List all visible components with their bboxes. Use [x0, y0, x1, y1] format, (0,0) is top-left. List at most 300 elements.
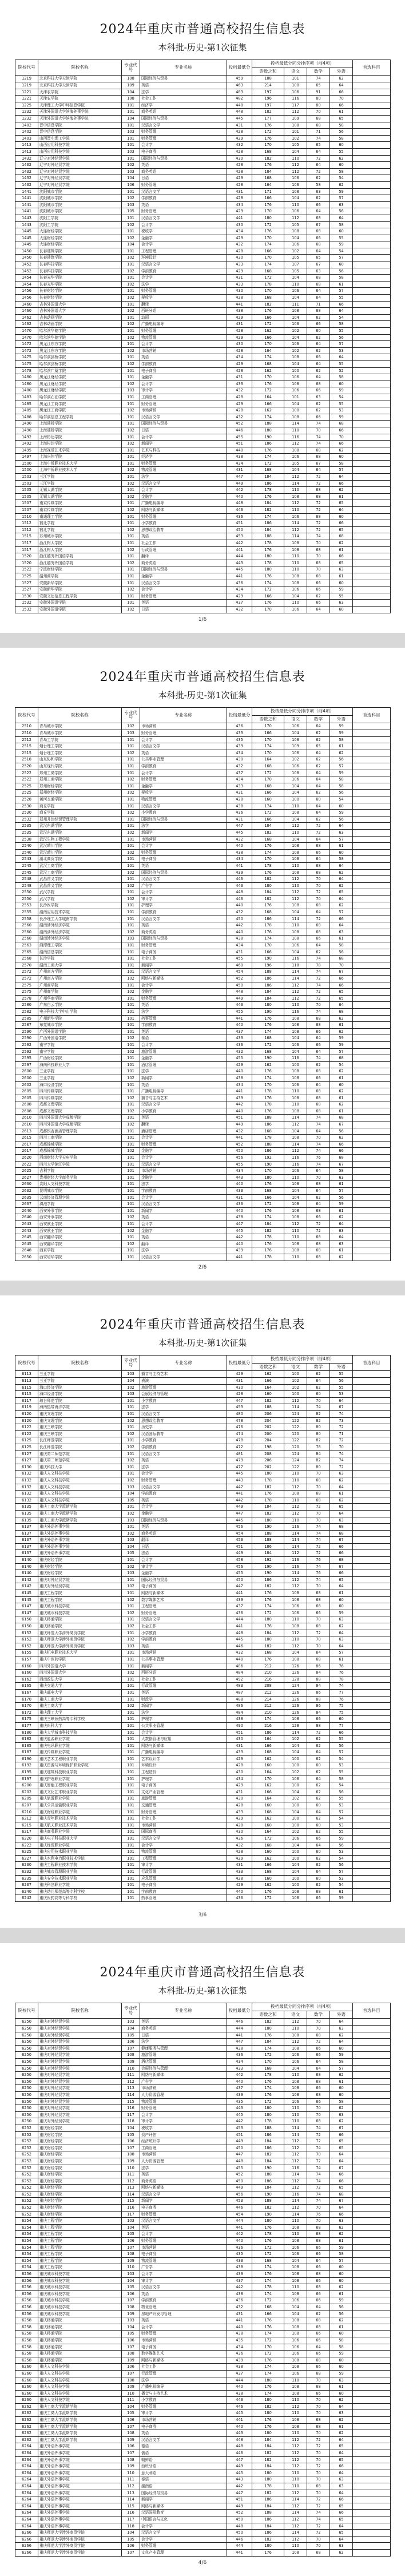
- cell-min-score: 455: [227, 2165, 252, 2171]
- table-row: [15, 1670, 391, 1677]
- cell-chinese: 126: [284, 1689, 307, 1696]
- cell-chinese-math: 170: [252, 750, 284, 756]
- table-row: [15, 2450, 391, 2457]
- cell-school-name: 重庆科技大学: [38, 1464, 122, 1471]
- cell-min-score: 436: [227, 2351, 252, 2357]
- cell-foreign: 60: [330, 513, 353, 520]
- cell-chinese: 110: [284, 1471, 307, 1477]
- cell-chinese: 114: [284, 1530, 307, 1537]
- cell-school-name: 成都锦城学院: [38, 1141, 122, 1148]
- cell-major-name: 学前教育: [140, 1491, 227, 1497]
- cell-major-code: 101: [122, 1081, 140, 1088]
- cell-foreign: 59: [330, 723, 353, 730]
- cell-chinese: 108: [284, 2384, 307, 2391]
- cell-school-name: 重庆理工大学: [38, 1709, 122, 1716]
- cell-school-name: 重庆财经学院: [38, 1570, 122, 1577]
- table-row: [15, 936, 391, 942]
- cell-chinese: 108: [284, 2224, 307, 2231]
- cell-chinese-math: 184: [252, 2443, 284, 2450]
- cell-school-code: 6200: [15, 1782, 38, 1789]
- cell-elective: [353, 1530, 391, 1537]
- cell-chinese: 110: [284, 2231, 307, 2238]
- table-row: [15, 2238, 391, 2245]
- cell-major-name: 会计学: [140, 1155, 227, 1162]
- cell-foreign: 56: [330, 1789, 353, 1796]
- cell-math: 68: [307, 1596, 330, 1603]
- cell-min-score: 431: [227, 275, 252, 282]
- cell-chinese: 108: [284, 1075, 307, 1081]
- table-row: [15, 843, 391, 850]
- cell-chinese: 102: [284, 328, 307, 335]
- cell-chinese: 108: [284, 1207, 307, 1214]
- table-row: [15, 1663, 391, 1670]
- cell-major-name: 审计学: [140, 1563, 227, 1570]
- cell-chinese: 106: [284, 2351, 307, 2357]
- table-row: [15, 2430, 391, 2437]
- cell-major-code: 107: [122, 2145, 140, 2151]
- cell-chinese: 106: [284, 1168, 307, 1175]
- cell-math: 74: [307, 1148, 330, 1155]
- cell-foreign: 71: [330, 1430, 353, 1437]
- cell-school-name: 长春财经学院: [38, 288, 122, 295]
- cell-school-code: 6254: [15, 2244, 38, 2251]
- cell-major-name: 国际经济与贸易: [140, 1517, 227, 1524]
- cell-major-name: 财务管理: [140, 593, 227, 600]
- cell-chinese: 112: [284, 1643, 307, 1650]
- cell-min-score: 429: [227, 401, 252, 407]
- cell-elective: [353, 2251, 391, 2258]
- cell-major-name: 思想政治教育: [140, 1417, 227, 1424]
- cell-school-code: 6258: [15, 2324, 38, 2331]
- cell-elective: [353, 2297, 391, 2304]
- cell-chinese: 112: [284, 441, 307, 447]
- table-row: [15, 836, 391, 843]
- cell-school-name: 重庆外语外事学院: [38, 2496, 122, 2503]
- cell-foreign: 61: [330, 1181, 353, 1188]
- cell-major-name: 会计学: [140, 487, 227, 494]
- cell-school-code: 1462: [15, 314, 38, 321]
- cell-chinese-math: 166: [252, 1862, 284, 1869]
- cell-elective: [353, 275, 391, 282]
- cell-chinese-math: 180: [252, 2111, 284, 2118]
- cell-school-code: 1462: [15, 321, 38, 328]
- cell-chinese: 106: [284, 723, 307, 730]
- cell-chinese: 108: [284, 1068, 307, 1075]
- cell-school-name: 长春光华学院: [38, 281, 122, 288]
- table-row: [15, 2331, 391, 2337]
- cell-major-name: 汉语言文学: [140, 2191, 227, 2198]
- cell-elective: [353, 1749, 391, 1756]
- cell-major-name: 物流管理: [140, 467, 227, 474]
- cell-chinese: 106: [284, 763, 307, 770]
- cell-chinese-math: 182: [252, 2536, 284, 2543]
- cell-chinese-math: 184: [252, 474, 284, 481]
- cell-chinese-math: 178: [252, 1254, 284, 1261]
- cell-school-code: 6160: [15, 1670, 38, 1677]
- cell-school-code: 2648: [15, 1247, 38, 1254]
- cell-major-name: 网络与新媒体: [140, 2185, 227, 2191]
- cell-chinese-math: 197: [252, 89, 284, 96]
- cell-math: 66: [307, 1214, 330, 1221]
- cell-major-code: 103: [122, 1643, 140, 1650]
- cell-elective: [353, 2218, 391, 2225]
- cell-major-code: 108: [122, 2377, 140, 2384]
- table-row: [15, 856, 391, 863]
- cell-min-score: 452: [227, 976, 252, 982]
- cell-major-name: 新闻学: [140, 829, 227, 836]
- cell-min-score: 451: [227, 1729, 252, 1736]
- cell-major-name: 会计学: [140, 982, 227, 989]
- cell-major-code: 101: [122, 1590, 140, 1597]
- cell-elective: [353, 116, 391, 122]
- cell-math: 74: [307, 1563, 330, 1570]
- cell-min-score: 479: [227, 1457, 252, 1464]
- cell-foreign: 75: [330, 1709, 353, 1716]
- cell-major-code: 102: [122, 1670, 140, 1677]
- cell-major-code: 115: [122, 2198, 140, 2205]
- page-subtitle: 本科批-历史-第1次征集: [158, 1338, 247, 1348]
- cell-school-name: 琼台师范学院: [38, 1397, 122, 1404]
- cell-major-code: 104: [122, 2224, 140, 2231]
- header-major-code: 专业代号: [122, 1356, 140, 1371]
- cell-math: 68: [307, 1095, 330, 1101]
- cell-foreign: 58: [330, 2251, 353, 2258]
- cell-math: 66: [307, 2331, 330, 2337]
- cell-min-score: 446: [227, 1643, 252, 1650]
- cell-chinese-math: 182: [252, 1484, 284, 1491]
- cell-chinese-math: 210: [252, 1709, 284, 1716]
- cell-elective: [353, 1048, 391, 1055]
- cell-foreign: 74: [330, 1411, 353, 1418]
- cell-math: 64: [307, 162, 330, 169]
- cell-min-score: 445: [227, 2410, 252, 2417]
- cell-major-name: 英语: [140, 922, 227, 929]
- cell-chinese: 104: [284, 195, 307, 202]
- cell-chinese: 106: [284, 776, 307, 783]
- cell-school-code: 2595: [15, 1055, 38, 1062]
- cell-major-code: 106: [122, 2543, 140, 2550]
- cell-school-name: 重庆外语外事学院: [38, 1543, 122, 1550]
- cell-school-code: 1403: [15, 135, 38, 142]
- cell-school-name: 重庆城市科技学院: [38, 1610, 122, 1616]
- admission-table-wrapper: [15, 707, 390, 1261]
- cell-foreign: 62: [330, 2284, 353, 2291]
- cell-math: 68: [307, 2091, 330, 2098]
- cell-school-code: 6135: [15, 1510, 38, 1517]
- cell-major-name: 英语: [140, 533, 227, 540]
- page-number: 2/6: [198, 1265, 207, 1270]
- cell-min-score: 455: [227, 1055, 252, 1062]
- cell-major-name: 汉语言文学: [140, 2436, 227, 2443]
- cell-school-code: 6120: [15, 1417, 38, 1424]
- cell-major-code: 101: [122, 942, 140, 949]
- document-page: [0, 0, 405, 633]
- table-row: [15, 2026, 391, 2032]
- cell-elective: [353, 2490, 391, 2496]
- cell-major-code: 103: [122, 387, 140, 394]
- table-row: [15, 328, 391, 335]
- cell-elective: [353, 1796, 391, 1802]
- cell-school-code: 2540: [15, 849, 38, 856]
- cell-foreign: 61: [330, 936, 353, 942]
- cell-min-score: 456: [227, 2191, 252, 2198]
- cell-foreign: 66: [330, 2211, 353, 2218]
- cell-foreign: 65: [330, 2443, 353, 2450]
- cell-chinese-math: 216: [252, 1676, 284, 1683]
- cell-major-name: 电子商务: [140, 2344, 227, 2351]
- cell-school-name: 重庆对外经贸学院: [38, 2118, 122, 2125]
- table-row: [15, 168, 391, 175]
- cell-min-score: 480: [227, 1411, 252, 1418]
- cell-chinese: 112: [284, 1504, 307, 1511]
- cell-elective: [353, 1829, 391, 1836]
- cell-major-code: 101: [122, 1755, 140, 1762]
- cell-elective: [353, 341, 391, 348]
- cell-math: 68: [307, 2549, 330, 2556]
- cell-math: 62: [307, 347, 330, 354]
- cell-math: 64: [307, 783, 330, 790]
- cell-school-code: 6264: [15, 2443, 38, 2450]
- cell-chinese-math: 184: [252, 500, 284, 507]
- cell-school-code: 6262: [15, 2436, 38, 2443]
- cell-major-name: 汉语国际教育: [140, 2510, 227, 2516]
- cell-school-name: 重庆建筑科技职业学院: [38, 1769, 122, 1776]
- table-row: [15, 454, 391, 461]
- cell-elective: [353, 1802, 391, 1809]
- cell-chinese-math: 180: [252, 2377, 284, 2384]
- cell-chinese: 126: [284, 1696, 307, 1703]
- table-row: [15, 381, 391, 387]
- cell-min-score: 447: [227, 474, 252, 481]
- cell-school-name: 重庆外语外事学院: [38, 2456, 122, 2463]
- table-row: [15, 1530, 391, 1537]
- table-row: [15, 441, 391, 447]
- cell-major-name: 税收学: [140, 790, 227, 796]
- cell-min-score: 445: [227, 2470, 252, 2476]
- cell-major-name: 经济统计学: [140, 2138, 227, 2145]
- cell-foreign: 63: [330, 2111, 353, 2118]
- cell-chinese: 114: [284, 1115, 307, 1121]
- table-row: [15, 962, 391, 969]
- cell-foreign: 64: [330, 2436, 353, 2443]
- cell-chinese: 108: [284, 1201, 307, 1208]
- cell-school-code: 1520: [15, 560, 38, 566]
- cell-school-name: 西安外事学院: [38, 1214, 122, 1221]
- cell-school-code: 6266: [15, 2549, 38, 2556]
- cell-major-name: 新闻学: [140, 441, 227, 447]
- cell-school-code: 6250: [15, 2105, 38, 2112]
- cell-min-score: 429: [227, 1755, 252, 1762]
- cell-chinese-math: 190: [252, 1161, 284, 1168]
- cell-chinese: 104: [284, 593, 307, 600]
- cell-major-name: 中国语言与文化: [140, 2516, 227, 2523]
- header-tie-group: 投档最低分同分排序项（前4项）: [252, 1356, 353, 1364]
- cell-math: 64: [307, 208, 330, 215]
- cell-chinese-math: 172: [252, 2098, 284, 2105]
- cell-chinese-math: 178: [252, 2118, 284, 2125]
- cell-min-score: 450: [227, 916, 252, 922]
- cell-school-code: 6217: [15, 1829, 38, 1836]
- cell-chinese: 101: [284, 76, 307, 82]
- cell-major-name: 翻译: [140, 553, 227, 560]
- cell-major-code: 101: [122, 1696, 140, 1703]
- table-row: [15, 2271, 391, 2278]
- cell-school-code: 1445: [15, 235, 38, 241]
- cell-math: 72: [307, 2443, 330, 2450]
- cell-major-code: 105: [122, 2131, 140, 2138]
- cell-major-name: 汉语言文学: [140, 2284, 227, 2291]
- cell-school-name: 重庆城市科技学院: [38, 1603, 122, 1610]
- cell-elective: [353, 441, 391, 447]
- cell-foreign: 74: [330, 1451, 353, 1457]
- table-row: [15, 2032, 391, 2039]
- cell-min-score: 431: [227, 1742, 252, 1749]
- cell-foreign: 68: [330, 2191, 353, 2198]
- cell-school-code: 1219: [15, 76, 38, 82]
- cell-major-name: 财务管理: [140, 2238, 227, 2245]
- cell-chinese: 104: [284, 790, 307, 796]
- cell-chinese-math: 176: [252, 1207, 284, 1214]
- cell-major-name: 朝鲜语: [140, 2456, 227, 2463]
- cell-min-score: 447: [227, 1220, 252, 1227]
- cell-math: 72: [307, 1543, 330, 1550]
- cell-elective: [353, 201, 391, 208]
- cell-min-score: 445: [227, 1471, 252, 1477]
- cell-chinese-math: 176: [252, 2317, 284, 2324]
- cell-elective: [353, 89, 391, 96]
- cell-elective: [353, 2317, 391, 2324]
- cell-elective: [353, 2456, 391, 2463]
- cell-chinese-math: 176: [252, 447, 284, 454]
- cell-school-code: 2585: [15, 1015, 38, 1022]
- cell-school-code: 6252: [15, 2158, 38, 2165]
- table-row: [15, 956, 391, 962]
- cell-major-code: 101: [122, 962, 140, 969]
- cell-major-name: 法学: [140, 474, 227, 481]
- cell-math: 72: [307, 2185, 330, 2191]
- cell-chinese-math: 174: [252, 1603, 284, 1610]
- cell-elective: [353, 2390, 391, 2397]
- cell-min-score: 434: [227, 586, 252, 593]
- cell-school-code: 6132: [15, 1484, 38, 1491]
- cell-chinese: 104: [284, 2311, 307, 2317]
- table-row: [15, 1709, 391, 1716]
- cell-elective: [353, 434, 391, 441]
- cell-school-code: 6132: [15, 1471, 38, 1477]
- cell-min-score: 453: [227, 2198, 252, 2205]
- cell-major-name: 广播电视编导: [140, 2384, 227, 2391]
- cell-major-name: 商务英语: [140, 109, 227, 116]
- cell-major-name: 小学教育: [140, 1397, 227, 1404]
- cell-min-score: 436: [227, 580, 252, 586]
- cell-major-name: 网络与新媒体: [140, 1590, 227, 1597]
- cell-school-code: 2535: [15, 823, 38, 830]
- cell-min-score: 459: [227, 76, 252, 82]
- cell-chinese-math: 202: [252, 1424, 284, 1431]
- cell-school-code: 1507: [15, 507, 38, 514]
- cell-elective: [353, 1855, 391, 1862]
- cell-school-name: 重庆工商大学: [38, 1703, 122, 1710]
- table-row: [15, 2111, 391, 2118]
- cell-foreign: 62: [330, 2430, 353, 2437]
- cell-math: 91: [307, 89, 330, 96]
- cell-min-score: 440: [227, 1241, 252, 1247]
- cell-min-score: 434: [227, 201, 252, 208]
- cell-chinese-math: 170: [252, 736, 284, 743]
- cell-school-name: 广州南方学院: [38, 976, 122, 982]
- cell-foreign: 76: [330, 1663, 353, 1670]
- cell-foreign: 64: [330, 876, 353, 883]
- cell-foreign: 62: [330, 2105, 353, 2112]
- cell-chinese-math: 180: [252, 1174, 284, 1181]
- cell-school-code: 6142: [15, 1583, 38, 1590]
- cell-major-code: 101: [122, 1115, 140, 1121]
- cell-elective: [353, 816, 391, 823]
- cell-major-code: 103: [122, 730, 140, 737]
- cell-chinese: 122: [284, 1464, 307, 1471]
- cell-school-name: 重庆旅游职业学院: [38, 1796, 122, 1802]
- cell-math: 68: [307, 902, 330, 909]
- cell-school-code: 6258: [15, 2317, 38, 2324]
- cell-elective: [353, 1101, 391, 1108]
- cell-elective: [353, 1769, 391, 1776]
- cell-min-score: 460: [227, 962, 252, 969]
- cell-math: 72: [307, 1550, 330, 1557]
- cell-chinese: 124: [284, 1411, 307, 1418]
- cell-school-name: 南京传媒学院: [38, 507, 122, 514]
- cell-major-name: 会计学: [140, 1729, 227, 1736]
- cell-elective: [353, 1742, 391, 1749]
- cell-chinese-math: 166: [252, 730, 284, 737]
- cell-elective: [353, 1755, 391, 1762]
- cell-math: 68: [307, 2072, 330, 2079]
- cell-school-code: 1232: [15, 116, 38, 122]
- cell-major-code: 101: [122, 1155, 140, 1162]
- cell-foreign: 56: [330, 1842, 353, 1849]
- page-number: 4/6: [198, 2560, 207, 2566]
- cell-school-code: 1432: [15, 162, 38, 169]
- cell-major-code: 101: [122, 862, 140, 869]
- cell-major-name: 网络与新媒体: [140, 507, 227, 514]
- cell-school-code: 6262: [15, 2417, 38, 2424]
- cell-math: 66: [307, 2244, 330, 2251]
- cell-elective: [353, 1583, 391, 1590]
- cell-math: 70: [307, 2019, 330, 2026]
- cell-math: 66: [307, 580, 330, 586]
- cell-school-name: 重庆对外经贸学院: [38, 2098, 122, 2105]
- cell-chinese: 112: [284, 2151, 307, 2158]
- cell-chinese-math: 182: [252, 1510, 284, 1517]
- cell-chinese: 106: [284, 513, 307, 520]
- cell-chinese: 112: [284, 895, 307, 902]
- cell-chinese: 100: [284, 367, 307, 374]
- cell-school-code: 2532: [15, 816, 38, 823]
- table-row: [15, 783, 391, 790]
- cell-min-score: 428: [227, 295, 252, 302]
- cell-foreign: 57: [330, 1048, 353, 1055]
- cell-chinese: 112: [284, 2178, 307, 2185]
- cell-foreign: 58: [330, 2337, 353, 2344]
- table-row: [15, 2523, 391, 2530]
- cell-min-score: 450: [227, 982, 252, 989]
- cell-school-code: 6132: [15, 1497, 38, 1504]
- cell-foreign: 76: [330, 1670, 353, 1677]
- cell-min-score: 440: [227, 1108, 252, 1115]
- cell-math: 66: [307, 2351, 330, 2357]
- cell-chinese-math: 176: [252, 493, 284, 500]
- cell-major-code: 101: [122, 1722, 140, 1729]
- cell-min-score: 429: [227, 1061, 252, 1068]
